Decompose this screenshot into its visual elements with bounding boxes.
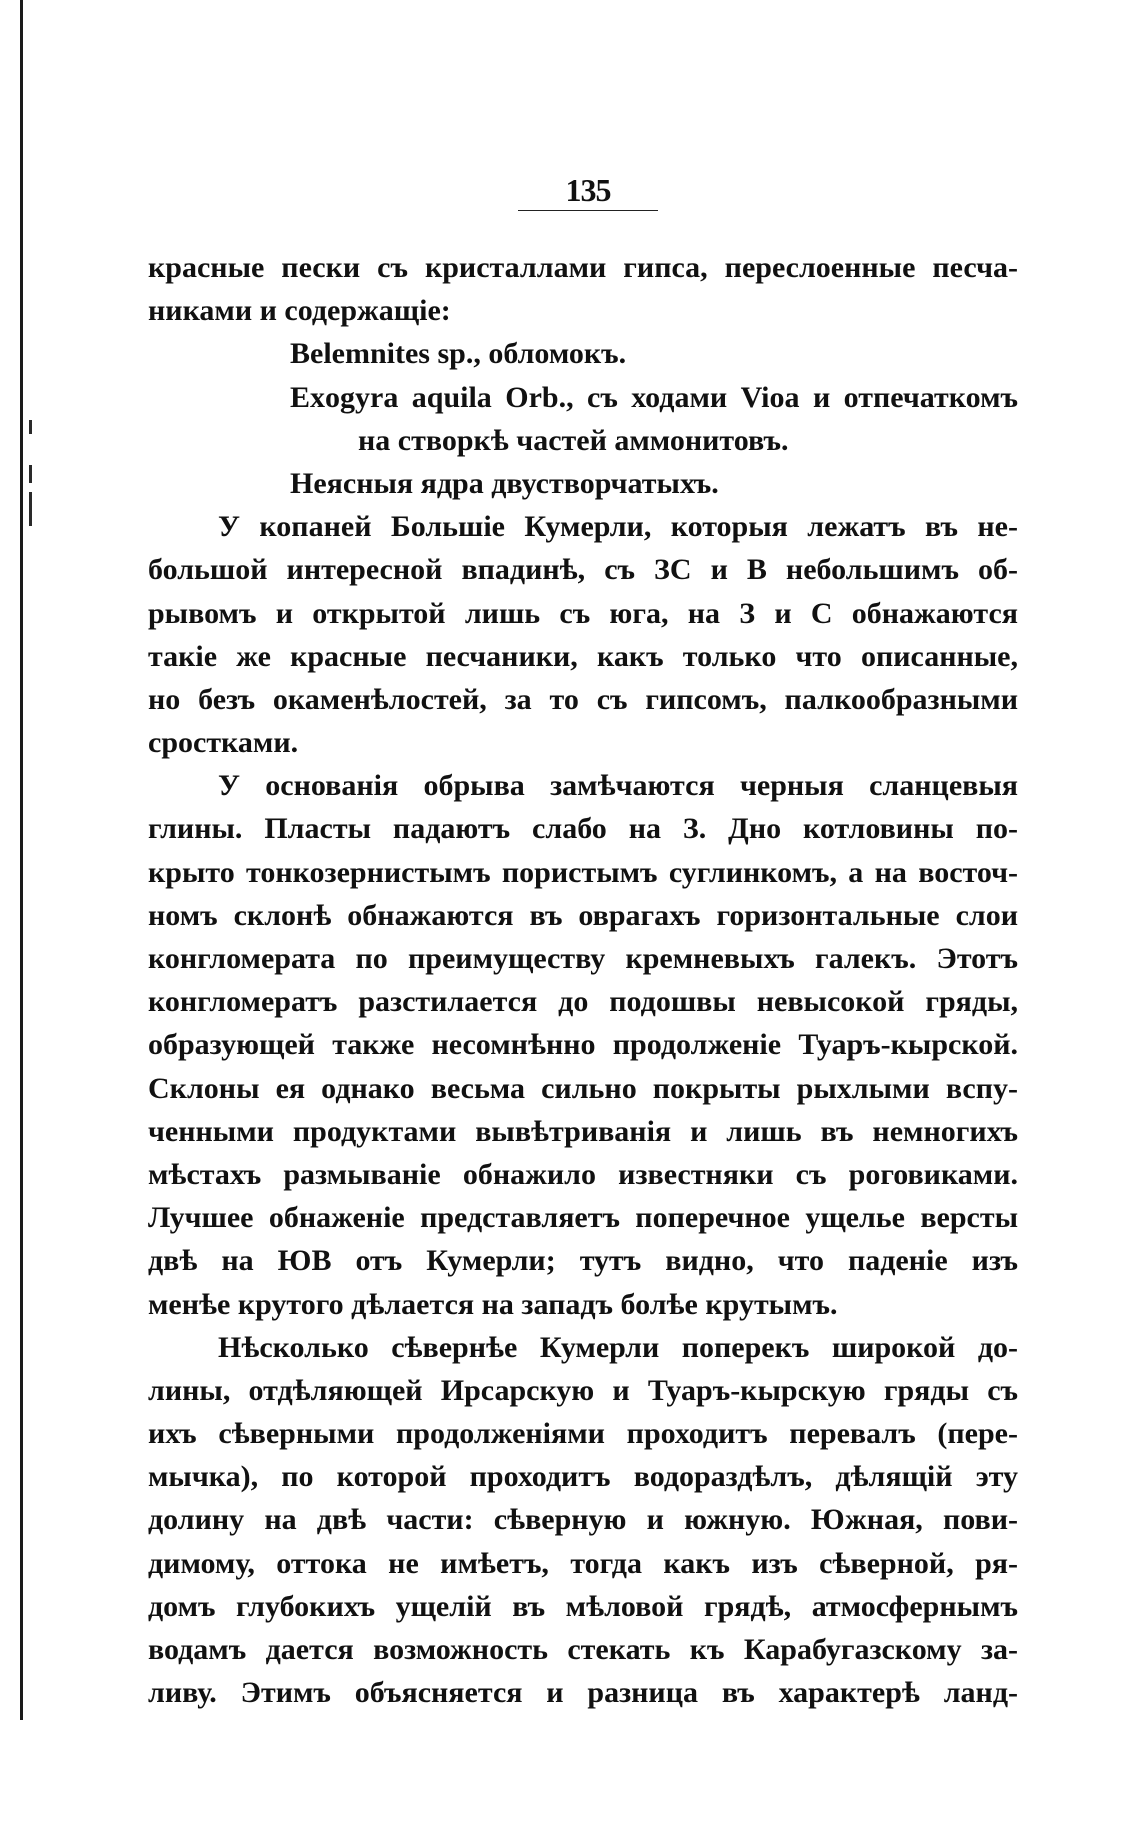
text-line: мѣстахъ размываніе обнажило известняки съ роговиками. — [148, 1157, 1018, 1191]
text-line: образующей также несомнѣнно продолженіе Туаръ-кырской. — [148, 1028, 1018, 1062]
text-line: долину на двѣ части: сѣверную и южную. Южная, пови- — [148, 1503, 1018, 1537]
text-line: такіе же красные песчаники, какъ только что описанные, — [148, 639, 1018, 673]
text-line: конгломератъ разстилается до подошвы невысокой гряды, — [148, 985, 1018, 1019]
text-line: крыто тонкозернистымъ пористымъ суглинкомъ, а на восточ- — [148, 855, 1018, 889]
text-line: глины. Пласты падаютъ слабо на З. Дно котловины по- — [148, 812, 1018, 846]
paragraph-first-line: У копаней Большіе Кумерли, которыя лежатъ въ не- — [218, 510, 1018, 544]
margin-mark — [29, 465, 32, 483]
text-line: сростками. — [148, 726, 299, 760]
paragraph-first-line: У основанія обрыва замѣчаются черныя сланцевыя — [218, 769, 1018, 803]
page-edge-bar — [20, 0, 23, 1720]
text-line: ченными продуктами вывѣтриванія и лишь въ немногихъ — [148, 1114, 1018, 1148]
page-number-rule — [518, 210, 658, 211]
text-line: конгломерата по преимуществу кремневыхъ галекъ. Этотъ — [148, 942, 1018, 975]
fossil-list-item: Exogyra aquila Orb., съ ходами Vioa и отпечаткомъ — [290, 380, 1018, 414]
paragraph-first-line: Нѣсколько сѣвернѣе Кумерли поперекъ широкой до- — [218, 1330, 1018, 1364]
text-line: двѣ на ЮВ отъ Кумерли; тутъ видно, что паденіе изъ — [148, 1244, 1018, 1278]
text-line: никами и содержащіе: — [148, 294, 451, 328]
text-line: Склоны ея однако весьма сильно покрыты рыхлыми вспу- — [148, 1071, 1018, 1105]
text-line: но безъ окаменѣлостей, за то съ гипсомъ, палкообразными — [148, 682, 1018, 716]
text-line: красные пески съ кристаллами гипса, переслоенные песча- — [148, 251, 1018, 284]
margin-mark — [29, 492, 32, 526]
text-line: водамъ дается возможность стекать къ Карабугазскому за- — [148, 1633, 1018, 1666]
margin-mark — [29, 420, 32, 434]
text-line: большой интересной впадинѣ, съ ЗС и В небольшимъ об- — [148, 553, 1018, 587]
page-body — [148, 246, 1018, 1714]
text-line: рывомъ и открытой лишь съ юга, на З и С обнажаются — [148, 596, 1018, 630]
page-number: 135 — [565, 172, 611, 208]
text-line: мычка), по которой проходитъ водораздѣлъ, дѣлящій эту — [148, 1460, 1018, 1494]
text-line: лины, отдѣляющей Ирсарскую и Туаръ-кырскую гряды съ — [148, 1373, 1018, 1407]
text-line: ихъ сѣверными продолженіями проходитъ перевалъ (пере- — [148, 1417, 1018, 1451]
text-line: номъ склонѣ обнажаются въ оврагахъ горизонтальные слои — [148, 898, 1018, 932]
fossil-list-item: Неясныя ядра двустворчатыхъ. — [290, 466, 719, 500]
text-line: домъ глубокихъ ущелій въ мѣловой грядѣ, атмосфернымъ — [148, 1589, 1018, 1623]
text-line: менѣе крутого дѣлается на западъ болѣе крутымъ. — [148, 1287, 838, 1321]
fossil-list-item: Belemnites sp., обломокъ. — [290, 337, 627, 371]
text-line: димому, оттока не имѣетъ, тогда какъ изъ сѣверной, ря- — [148, 1546, 1018, 1580]
fossil-list-item-continuation: на створкѣ частей аммонитовъ. — [358, 423, 789, 457]
text-line: Лучшее обнаженіе представляетъ поперечное ущелье версты — [148, 1201, 1018, 1235]
text-line: ливу. Этимъ объясняется и разница въ характерѣ ланд- — [148, 1676, 1018, 1710]
